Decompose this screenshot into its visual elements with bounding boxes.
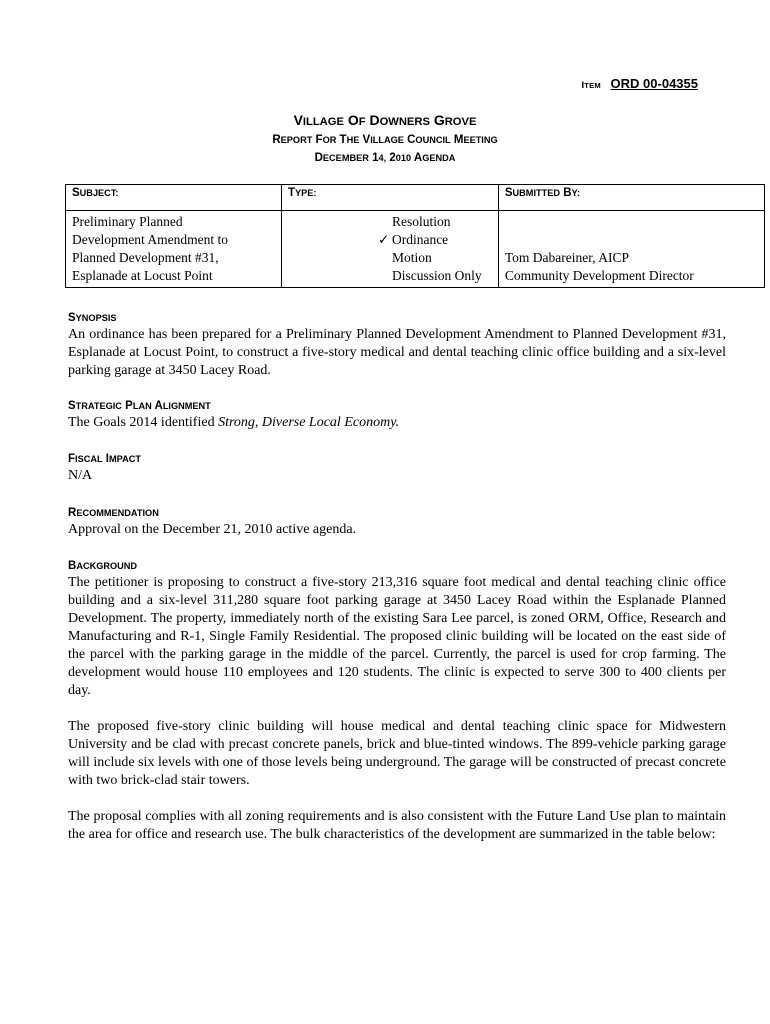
background-heading: BACKGROUND [68,560,138,572]
strategic-section [68,398,726,432]
meta-table-body-row [66,211,765,288]
background-body [68,574,726,844]
background-paragraph: The petitioner is proposing to construct a five-story 213,316 square foot medical and dental teaching clinic office building and a six-level 311,280 square foot parking garage at 3450 Lacey Road within the Esplanade Planned Development. The property, immediately north of the existing Sara Lee parcel, is zoned ORM, Office, Research and Manufacturing and R-1, Single Family Residential. The proposed clinic building will be located on the east side of the parcel with the parking garage in the middle of the parcel. Currently, the parcel is used for crop farming. The development would house 110 employees and 120 students. The clinic is expected to serve 300 to 400 clients per day. [68,575,726,698]
agenda-date: DECEMBER 14, 2010 AGENDA [314,152,456,164]
strategic-body: The Goals 2014 identified Strong, Diverse Local Economy. [68,415,400,430]
document-header [0,112,770,167]
background-section [68,558,726,844]
type-option-discussion: Discussion Only [391,268,482,283]
synopsis-body: An ordinance has been prepared for a Preliminary Planned Development Amendment to Planned Development #31, Esplanade at Locust Point, to construct a five-story medical and dental teaching clinic office building and a six-level parking garage at 3450 Lacey Road. [68,327,726,378]
background-paragraph: The proposed five-story clinic building will house medical and dental teaching clinic space for Midwestern University and be clad with precast concrete panels, brick and blue-tinted windows. The 899-vehicle parking garage will include six levels with one of those levels being underground. The garage will be constructed of precast concrete with two brick-clad stair towers. [68,719,726,788]
type-option-motion: Motion [391,250,432,265]
synopsis-section [68,310,726,380]
item-number-line [581,76,698,91]
fiscal-section [68,451,726,485]
subject-line: Development Amendment to [72,232,228,247]
subject-cell [66,211,282,288]
item-number: ORD 00-04355 [610,76,698,91]
subject-line: Planned Development #31, [72,250,219,265]
fiscal-body: N/A [68,468,93,483]
synopsis-heading: SYNOPSIS [68,312,117,324]
subject-header: SUBJECT: [66,185,282,211]
meta-table [65,184,765,288]
recommendation-body: Approval on the December 21, 2010 active agenda. [68,522,357,537]
type-option-resolution: Resolution [391,214,451,229]
subject-line: Preliminary Planned [72,214,183,229]
subject-line: Esplanade at Locust Point [72,268,213,283]
village-title: VILLAGE OF DOWNERS GROVE [293,112,477,128]
check-icon: ✓ [377,232,390,247]
recommendation-heading: RECOMMENDATION [68,507,159,519]
submitted-by-cell [498,211,764,288]
submitter-title: Community Development Director [504,268,694,283]
submitted-by-header: SUBMITTED BY: [498,185,764,211]
strategic-heading: STRATEGIC PLAN ALIGNMENT [68,400,211,412]
fiscal-heading: FISCAL IMPACT [68,453,141,465]
meta-table-header-row [66,185,765,211]
report-title: REPORT FOR THE VILLAGE COUNCIL MEETING [272,134,498,146]
recommendation-section [68,505,726,539]
submitter-name: Tom Dabareiner, AICP [504,250,629,265]
type-cell [281,211,498,288]
background-paragraph: The proposal complies with all zoning requirements and is also consistent with the Future Land Use plan to maintain the area for office and research use. The bulk characteristics of the development are summarized in the table below: [68,809,726,842]
item-label: ITEM [581,80,601,91]
type-option-ordinance: ✓ Ordinance [377,232,449,247]
type-header: TYPE: [281,185,498,211]
